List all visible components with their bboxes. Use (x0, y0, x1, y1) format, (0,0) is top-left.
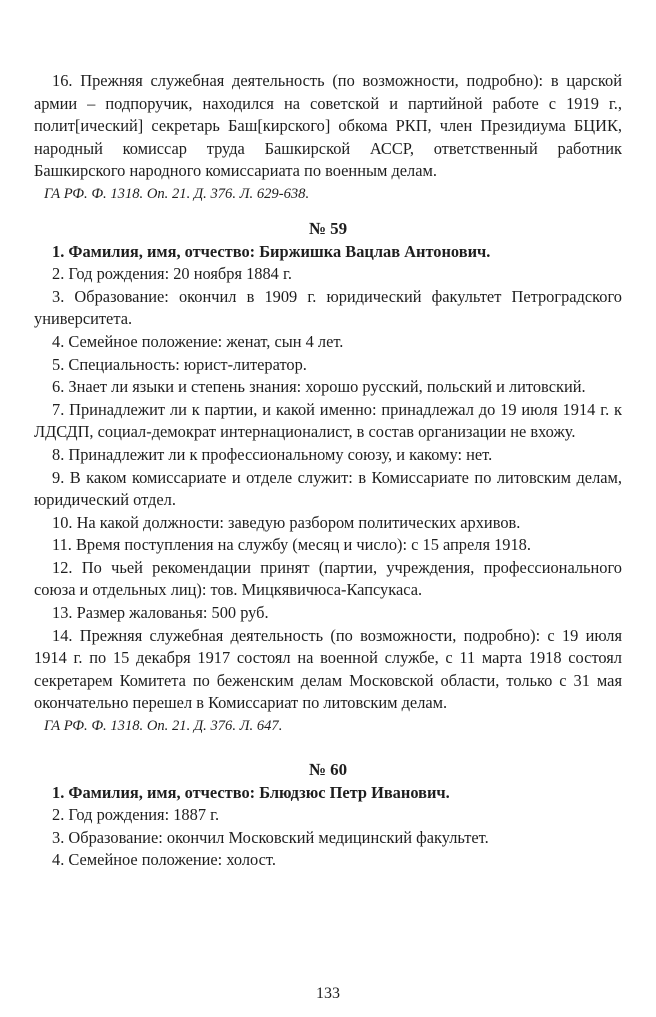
entry59-item-7: 7. Принадлежит ли к партии, и какой именно: принадлежал до 19 июля 1914 г. к ЛДСДП, социал-демократ интернационалист, в состав организации не вхожу. (34, 399, 622, 442)
page-body (34, 70, 622, 872)
entry59-item-8: 8. Принадлежит ли к профессиональному союзу, и какому: нет. (52, 444, 493, 464)
entry60-number: № 60 (308, 760, 348, 780)
entry58-source: ГА РФ. Ф. 1318. Оп. 21. Д. 376. Л. 629-638. (44, 185, 310, 202)
entry59-item-5: 5. Специальность: юрист-литератор. (52, 354, 307, 374)
entry59-item-10: 10. На какой должности: заведую разбором политических архивов. (52, 512, 521, 532)
entry59-source: ГА РФ. Ф. 1318. Оп. 21. Д. 376. Л. 647. (44, 718, 283, 735)
entry59-item-11: 11. Время поступления на службу (месяц и число): с 15 апреля 1918. (52, 535, 531, 555)
entry59-item-12: 12. По чьей рекомендации принят (партии, учреждения, профессионального союза и отдельных лиц): тов. Мицкявичюса-Капсукаса. (34, 557, 622, 600)
entry59-number: № 59 (308, 218, 348, 238)
entry60-item-1: 1. Фамилия, имя, отчество: Блюдзюс Петр Иванович. (52, 782, 450, 802)
entry59-item-14: 14. Прежняя служебная деятельность (по возможности, подробно): с 19 июля 1914 г. по 15 декабря 1917 состоял на военной службе, с 11 марта 1918 состоял секретарем Комитета по беженским делам Московской области, только с 31 мая окончательно перешел в Комиссариат по литовским делам. (34, 625, 622, 713)
entry59-item-2: 2. Год рождения: 20 ноября 1884 г. (52, 264, 292, 284)
entry59-item-4: 4. Семейное положение: женат, сын 4 лет. (52, 331, 344, 351)
entry59-item-13: 13. Размер жалованья: 500 руб. (52, 603, 269, 623)
entry59-item-6: 6. Знает ли языки и степень знания: хорошо русский, польский и литовский. (52, 377, 586, 397)
entry60-item-2: 2. Год рождения: 1887 г. (52, 805, 220, 825)
entry60-item-3: 3. Образование: окончил Московский медицинский факультет. (52, 827, 489, 847)
entry58-item16: 16. Прежняя служебная деятельность (по возможности, подробно): в царской армии – подпоручик, находился на советской и партийной работе с 1919 г., полит[ический] секретарь Баш[кирского] обкома РКП, член Президиума БЦИК, народный комиссар труда Башкирской АССР, ответственный работник Башкирского народного комиссариата по военным делам. (34, 71, 622, 181)
page-number: 133 (316, 985, 340, 1002)
entry59-item-9: 9. В каком комиссариате и отделе служит: в Комиссариате по литовским делам, юридический отдел. (34, 467, 622, 510)
entry59-item-1: 1. Фамилия, имя, отчество: Биржишка Вацлав Антонович. (52, 241, 491, 261)
entry59-item-3: 3. Образование: окончил в 1909 г. юридический факультет Петроградского университета. (34, 286, 622, 329)
entry60-item-4: 4. Семейное положение: холост. (52, 850, 276, 870)
